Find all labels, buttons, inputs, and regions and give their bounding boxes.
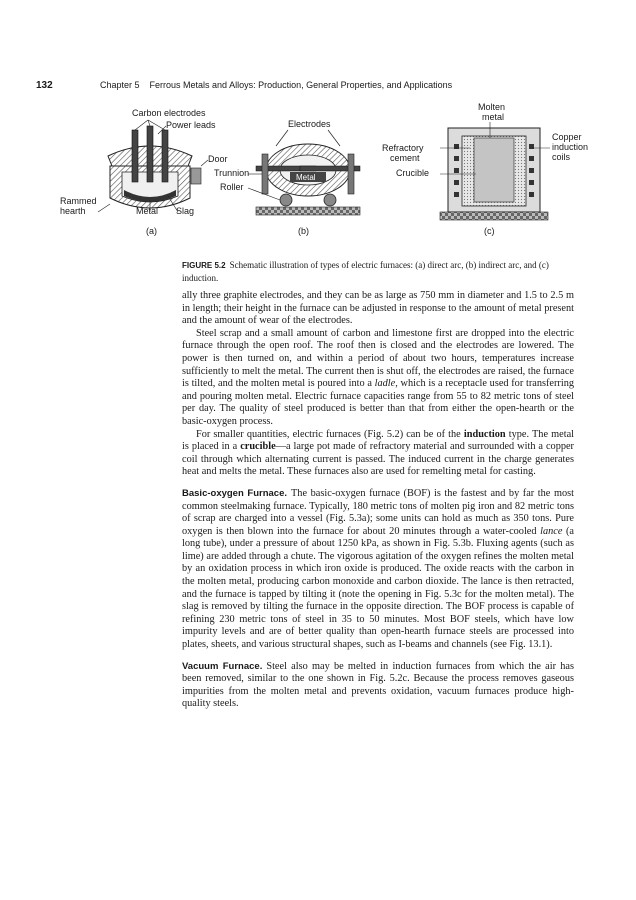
label-crucible: Crucible	[396, 168, 430, 178]
label-molten: Molten	[478, 102, 506, 112]
label-hearth: hearth	[60, 206, 86, 216]
label-induction: induction	[552, 142, 589, 152]
term-lance: lance	[540, 525, 563, 537]
section-basic-oxygen-furnace	[182, 488, 574, 652]
label-metal-c: metal	[482, 112, 505, 122]
paragraph-1-text: ally three graphite electrodes, and they can be as large as 750 mm in diameter and 1.5 to 2.5 m in length; their height in the furnace can be adjusted in response to the amount of metal present and the amount of wear of the electrodes.	[182, 290, 574, 327]
term-ladle: ladle,	[374, 378, 398, 390]
label-metal-a: Metal	[136, 206, 159, 216]
panel-a-direct-arc	[98, 120, 208, 212]
figure-5-2	[60, 102, 590, 258]
label-coils: coils	[552, 152, 571, 162]
body-text	[182, 290, 574, 711]
section-vacuum-furnace	[182, 661, 574, 711]
bof-text-b: (a long tube), under a pressure of about 1250 kPa, as shown in Fig. 5.3b. Fluxing agents (such as lime) are added through a chute. The vigorous agitation of the oxygen refines the molten metal by an oxidation process in which iron oxide is produced. The oxide reacts with the carbon in the molten metal, producing carbon monoxide and carbon dioxide. The lance is then retracted, and the furnace is tapped by tilting it (note the opening in Fig. 5.3c for the molten metal). The slag is removed by tilting the furnace in the opposite direction. The BOF process is capable of refining 230 metric tons of steel in 35 to 50 minutes. Most BOF steels, which have low impurity levels and are of better quality than open-hearth furnace steels are processed into plates, sheets, and various structural shapes, such as I-beams and channels (see Fig. 13.1).	[182, 525, 574, 651]
label-power-leads: Power leads	[166, 120, 216, 130]
label-metal-b: Metal	[296, 173, 316, 182]
label-cement: cement	[390, 153, 420, 163]
label-roller: Roller	[220, 182, 244, 192]
label-rammed: Rammed	[60, 196, 97, 206]
running-header	[36, 80, 596, 94]
page-number: 132	[36, 80, 53, 91]
label-electrodes: Electrodes	[288, 119, 331, 129]
figure-caption	[182, 259, 574, 284]
vacuum-text: Steel also may be melted in induction furnaces from which the air has been removed, similar to the one shown in Fig. 5.2c. Because the process removes gaseous impurities from the molten metal and prevents oxidation, vacuum furnaces produce high-quality steels.	[182, 660, 575, 710]
p2-text-a: Steel scrap and a small amount of carbon and limestone first are dropped into the electric furnace through the open roof. The roof then is closed and the electrodes are lowered. The power is then turned on, and within a period of about two hours, temperatures increase sufficiently to melt the metal. The current then is shut off, the electrodes are raised, the furnace is tilted, and the molten metal is poured into a	[182, 327, 574, 390]
label-carbon-electrodes: Carbon electrodes	[132, 108, 206, 118]
label-door: Door	[208, 154, 228, 164]
panel-c-induction	[440, 122, 550, 220]
label-trunnion: Trunnion	[214, 168, 250, 178]
p3-text-a: For smaller quantities, electric furnaces (Fig. 5.2) can be of the	[196, 428, 464, 440]
p2-text-b: which is a receptacle used for transferring and pouring molten metal. Electric furnace capacities range from 55 to 82 metric tons of steel per day. The quality of steel produced is better than that from either the open-hearth or the basic-oxygen process.	[182, 378, 574, 427]
caption-letter-a: (a)	[146, 226, 157, 236]
heading-vacuum: Vacuum Furnace.	[182, 660, 263, 672]
figure-label: FIGURE 5.2	[182, 261, 226, 270]
caption-letter-c: (c)	[484, 226, 495, 236]
caption-text: Schematic illustration of types of electric furnaces: (a) direct arc, (b) indirect arc, and (c) induction.	[182, 260, 549, 283]
label-slag: Slag	[176, 206, 195, 216]
heading-bof: Basic-oxygen Furnace.	[182, 487, 288, 499]
term-induction: induction	[463, 428, 506, 440]
term-crucible: crucible	[240, 441, 276, 453]
bof-text-a: The basic-oxygen furnace (BOF) is the fastest and by far the most common steelmaking furnace. Typically, 180 metric tons of molten pig iron and 82 metric tons of scrap are charged into a vessel (Fig. 5.3a); some units can hold as much as 350 tons. Pure oxygen is then blown into the furnace for about 20 minutes through a water-cooled	[182, 487, 574, 537]
running-head: Chapter 5 Ferrous Metals and Alloys: Production, General Properties, and Applications	[100, 80, 453, 90]
label-copper: Copper	[552, 132, 582, 142]
p3-text-c: —a large pot made of refractory material and surrounded with a copper coil through which alternating current is passed. The induced current in the charge generates heat and melts the metal. These furnaces also are used for remelting metal for casting.	[182, 441, 574, 478]
label-refractory: Refractory	[382, 143, 424, 153]
paragraph-3	[182, 429, 574, 479]
paragraph-1	[182, 290, 574, 328]
caption-letter-b: (b)	[298, 226, 309, 236]
p3-text-b: type. The metal is placed in a	[182, 428, 574, 453]
paragraph-2	[182, 328, 574, 429]
